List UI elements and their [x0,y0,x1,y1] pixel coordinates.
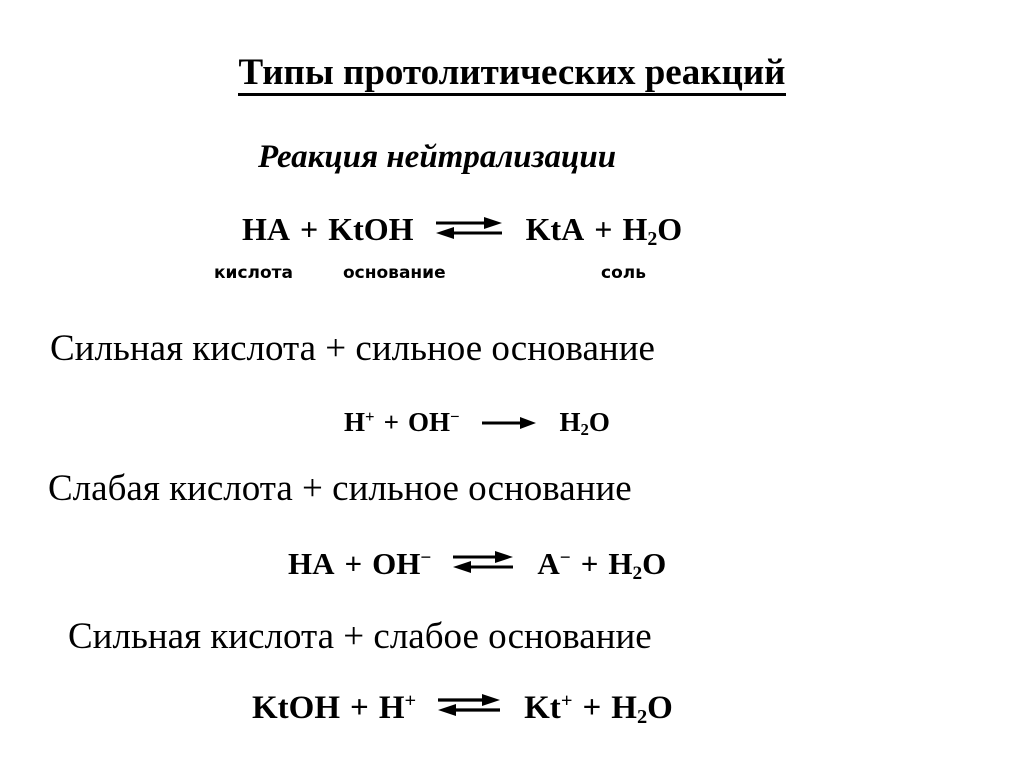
eq-plus: + [300,211,319,247]
eq-plus: + [350,690,369,726]
eq-product-water: $H_2O$ [608,546,667,584]
eq-product-cation: Kt+ [524,689,573,726]
eq-reactant-base: KtOH [328,211,414,247]
eq-plus: + [594,211,613,247]
forward-arrow-icon [480,402,538,442]
eq-product-water: $H_2O$ [622,211,683,250]
eq-product-anion: A− [537,546,571,581]
equation-strong-strong [344,402,610,442]
section-subtitle: Реакция нейтрализации [258,139,617,175]
equilibrium-arrow-icon [436,684,502,732]
case-weak-acid-strong-base: Слабая кислота + сильное основание [48,468,632,509]
eq-reactant-proton: H+ [344,406,375,437]
eq-product-water: $H_2O$ [559,407,610,440]
eq-plus: + [582,690,602,726]
eq-plus: + [383,407,399,437]
equation-weak-strong [288,542,666,586]
eq-reactant-acid: HA [242,211,290,247]
eq-product-salt: KtA [525,211,585,247]
eq-plus: + [344,546,363,581]
case-strong-acid-weak-base: Сильная кислота + слабое основание [68,616,652,657]
equilibrium-arrow-icon [434,206,504,252]
equation-strong-weak [252,684,673,732]
equilibrium-arrow-icon [451,542,515,586]
eq-product-water: $H_2O$ [611,690,673,729]
eq-plus: + [580,546,599,581]
general-equation [242,206,682,252]
label-acid: кислота [214,263,293,283]
eq-reactant-acid: HA [288,546,335,581]
slide-title [0,48,1024,98]
slide-title-text: Типы протолитических реакций [238,52,785,96]
label-salt: соль [601,263,646,283]
eq-reactant-hydroxide: OH− [407,406,460,437]
eq-reactant-proton: H+ [378,689,417,726]
eq-reactant-hydroxide: OH− [372,546,432,581]
eq-reactant-base: KtOH [252,690,340,726]
label-base: основание [343,263,446,283]
case-strong-acid-strong-base: Сильная кислота + сильное основание [50,328,655,369]
